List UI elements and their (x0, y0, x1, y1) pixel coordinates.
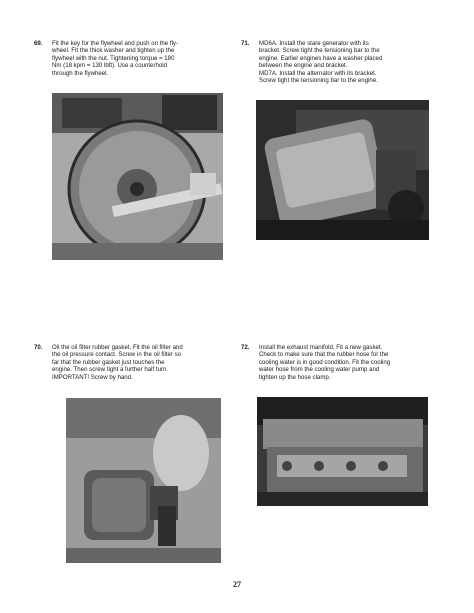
step-line: IMPORTANT! Screw by hand. (52, 373, 133, 381)
step-line: Screw tight the tensioning bar to the engine. (259, 77, 378, 85)
exhaust-manifold-illustration (257, 397, 428, 506)
step-line: Nm (18 kpm = 130 lbft). Use a counterhold (52, 62, 167, 70)
step-number: 70. (34, 344, 43, 351)
oil-filter-illustration (66, 398, 221, 563)
step-number: 69. (34, 40, 43, 47)
oil-filter-photo (66, 398, 221, 563)
step-line: MD6A. Install the stare generator with its (259, 40, 369, 47)
exhaust-manifold-photo (257, 397, 428, 506)
step-text (52, 40, 230, 77)
step-line: cooling water is in good condition. Fit the cooling (259, 358, 391, 366)
generator-illustration (256, 100, 429, 240)
step-line: MD7A. Install the alternator with its bracket. (259, 69, 377, 77)
flywheel-photo (52, 93, 223, 260)
step-line: engine. Earlier engines have a washer placed (259, 54, 383, 62)
step-71 (241, 40, 441, 95)
step-line: Install the exhaust manifold. Fit a new gasket. (259, 344, 383, 351)
step-line: between the engine and bracket. (259, 62, 348, 70)
step-69 (34, 40, 230, 88)
step-line: Oil the oil filter rubber gasket. Fit the oil filter and (52, 344, 183, 351)
step-line: through the flywheel. (52, 69, 109, 77)
step-line: water hose from the cooling water pump and (259, 366, 380, 374)
step-line: flywheel with the nut. Tightening torque = 180 (52, 54, 175, 62)
page-number: 27 (233, 580, 241, 589)
step-text (259, 344, 441, 381)
step-text (52, 344, 234, 381)
generator-photo (256, 100, 429, 240)
step-line: Check to make sure that the rubber hose for the (259, 351, 389, 359)
step-line: tighten up the hose clamp. (259, 373, 331, 381)
step-70 (34, 344, 234, 392)
step-72 (241, 344, 441, 392)
step-line: engine. Then screw tight a further half turn. (52, 366, 169, 374)
flywheel-illustration (52, 93, 223, 260)
step-line: bracket. Screw tight the tensioning bar to the (259, 47, 380, 55)
step-text (259, 40, 441, 84)
step-number: 71. (241, 40, 250, 47)
step-line: wheel. Fit the thick washer and tighten up the (52, 47, 175, 55)
step-line: the oil pressure contact. Screw in the oil filter so (52, 351, 182, 359)
step-line: Fit the key for the flywheel and push on the fly- (52, 40, 179, 47)
step-number: 72. (241, 344, 250, 351)
step-line: far that the rubber gasket just touches the (52, 358, 165, 366)
